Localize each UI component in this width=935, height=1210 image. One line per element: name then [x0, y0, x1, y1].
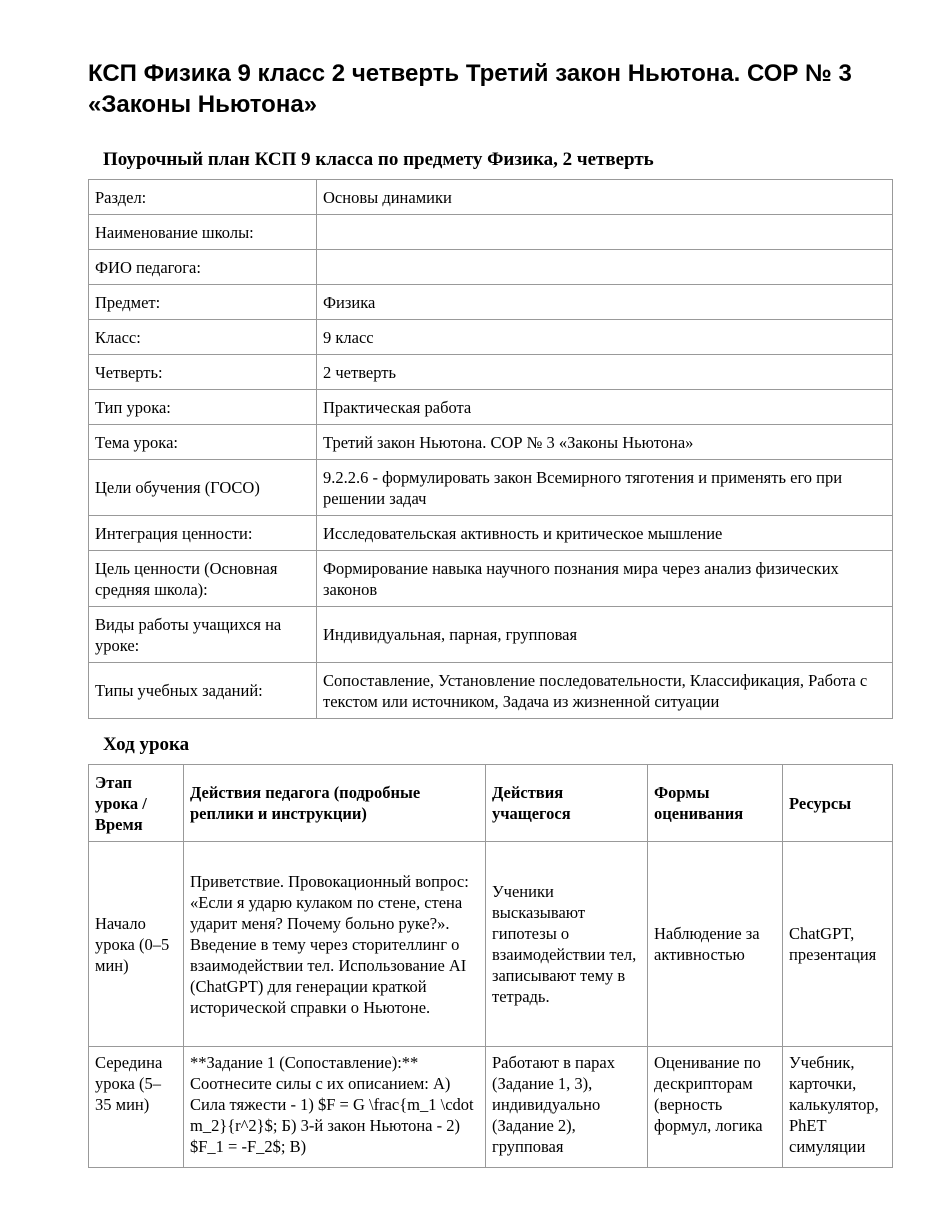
info-row-learning-goals [89, 460, 893, 516]
info-label: Наименование школы: [89, 215, 317, 250]
info-value [317, 250, 893, 285]
header-student-actions: Действия учащегося [486, 765, 648, 842]
teacher-actions-cell: **Задание 1 (Сопоставление):** Соотнесите силы с их описанием: А) Сила тяжести - 1) $F = G \frac{m_1 \cdot m_2}{r^2}$; Б) 3-й закон Ньютона - 2) $F_1 = -F_2$; В) [184, 1047, 486, 1168]
info-row-work-types [89, 607, 893, 663]
info-row-task-types [89, 663, 893, 719]
info-label: Цель ценности (Основная средняя школа): [89, 551, 317, 607]
info-label: Типы учебных заданий: [89, 663, 317, 719]
info-row-quarter [89, 355, 893, 390]
header-assessment: Формы оценивания [648, 765, 783, 842]
info-label: Предмет: [89, 285, 317, 320]
info-value: Исследовательская активность и критическое мышление [317, 516, 893, 551]
header-stage: Этап урока / Время [89, 765, 184, 842]
info-value: 2 четверть [317, 355, 893, 390]
student-actions-cell: Работают в парах (Задание 1, 3), индивидуально (Задание 2), групповая [486, 1047, 648, 1168]
assessment-cell: Оценивание по дескрипторам (верность формул, логика [648, 1047, 783, 1168]
plan-heading: Поурочный план КСП 9 класса по предмету Физика, 2 четверть [103, 149, 654, 170]
info-label: Виды работы учащихся на уроке: [89, 607, 317, 663]
info-row-grade [89, 320, 893, 355]
course-heading: Ход урока [103, 734, 190, 755]
resources-cell: ChatGPT, презентация [783, 842, 893, 1047]
info-row-teacher [89, 250, 893, 285]
info-row-section [89, 180, 893, 215]
info-value: 9.2.2.6 - формулировать закон Всемирного тяготения и применять его при решении задач [317, 460, 893, 516]
info-label: Интеграция ценности: [89, 516, 317, 551]
info-label: Раздел: [89, 180, 317, 215]
assessment-cell: Наблюдение за активностью [648, 842, 783, 1047]
info-row-value-integration [89, 516, 893, 551]
info-label: Класс: [89, 320, 317, 355]
info-row-lesson-type [89, 390, 893, 425]
info-value [317, 215, 893, 250]
info-label: Четверть: [89, 355, 317, 390]
resources-cell: Учебник, карточки, калькулятор, PhET симуляции [783, 1047, 893, 1168]
info-row-subject [89, 285, 893, 320]
lesson-info-table [88, 179, 893, 719]
info-value: Сопоставление, Установление последовательности, Классификация, Работа с текстом или источником, Задача из жизненной ситуации [317, 663, 893, 719]
info-label: Тип урока: [89, 390, 317, 425]
info-row-lesson-topic [89, 425, 893, 460]
page-title: КСП Физика 9 класс 2 четверть Третий закон Ньютона. СОР № 3 «Законы Ньютона» [88, 60, 852, 118]
info-label: Тема урока: [89, 425, 317, 460]
student-actions-cell: Ученики высказывают гипотезы о взаимодействии тел, записывают тему в тетрадь. [486, 842, 648, 1047]
header-teacher-actions: Действия педагога (подробные реплики и инструкции) [184, 765, 486, 842]
info-row-value-goal [89, 551, 893, 607]
stage-cell: Середина урока (5–35 мин) [89, 1047, 184, 1168]
info-value: Формирование навыка научного познания мира через анализ физических законов [317, 551, 893, 607]
stage-cell: Начало урока (0–5 мин) [89, 842, 184, 1047]
lesson-flow-table [88, 764, 893, 1168]
info-label: ФИО педагога: [89, 250, 317, 285]
lesson-row-start [89, 842, 893, 1047]
info-value: Индивидуальная, парная, групповая [317, 607, 893, 663]
info-label: Цели обучения (ГОСО) [89, 460, 317, 516]
info-value: 9 класс [317, 320, 893, 355]
info-row-school [89, 215, 893, 250]
info-value: Основы динамики [317, 180, 893, 215]
info-value: Практическая работа [317, 390, 893, 425]
header-resources: Ресурсы [783, 765, 893, 842]
lesson-row-middle [89, 1047, 893, 1168]
info-value: Третий закон Ньютона. СОР № 3 «Законы Ньютона» [317, 425, 893, 460]
info-value: Физика [317, 285, 893, 320]
teacher-actions-cell: Приветствие. Провокационный вопрос: «Если я ударю кулаком по стене, стена ударит меня? Почему больно руке?». Введение в тему через сторителлинг о взаимодействии тел. Использование AI (ChatGPT) для генерации краткой исторической справки о Ньютоне. [184, 842, 486, 1047]
lesson-header-row [89, 765, 893, 842]
